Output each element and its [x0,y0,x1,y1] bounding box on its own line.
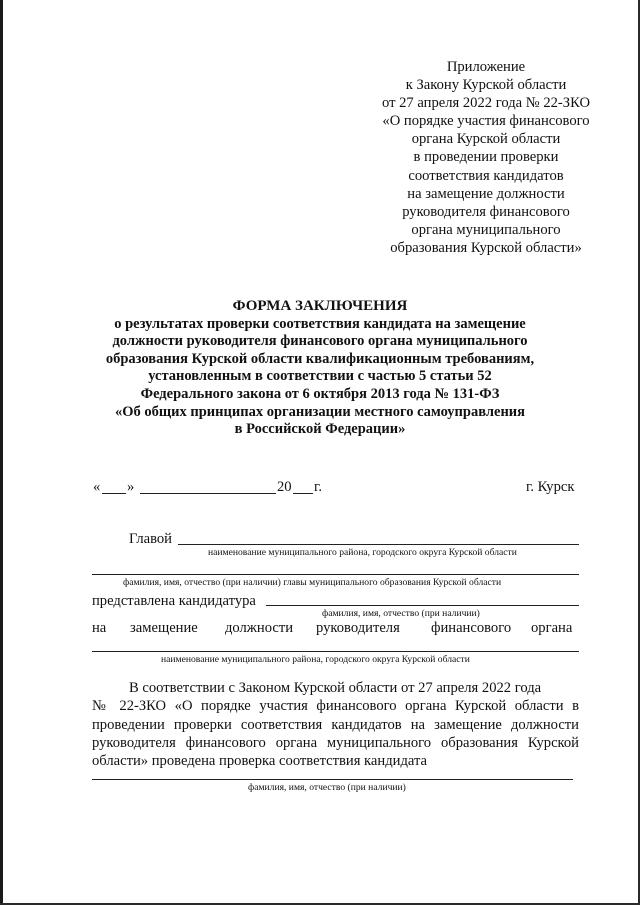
annex-line: органа Курской области [411,131,561,148]
annex-line: органа муниципального [411,221,561,238]
form-title-main: ФОРМА ЗАКЛЮЧЕНИЯ [232,298,408,314]
year-blank-line[interactable] [293,493,313,494]
position-word: органа [531,620,573,636]
head-municipality-hint: наименование муниципального района, городского округа Курской области [208,547,517,558]
form-title-line: «Об общих принципах организации местного самоуправления [115,403,525,420]
candidacy-label: представлена кандидатура [92,593,256,609]
date-close-quote: » [127,479,135,495]
annex-line: от 27 апреля 2022 года № 22-ЗКО [381,95,591,112]
municipality-line[interactable] [92,651,579,652]
checked-candidate-hint: фамилия, имя, отчество (при наличии) [248,782,406,793]
month-blank-line[interactable] [140,493,276,494]
paragraph-line: проведении проверки соответствия кандидатов на замещение должности [92,716,579,733]
position-word: должности [225,620,294,636]
form-title-line: Федерального закона от 6 октября 2013 года № 131-ФЗ [140,385,500,402]
year-suffix: г. [314,479,322,495]
date-row [93,479,581,499]
paragraph-line: области» проведена проверка соответствия кандидата [92,753,428,770]
date-open-quote: « [93,479,101,495]
annex-line: в проведении проверки [413,149,559,166]
head-label: Главой [129,531,172,547]
form-title-line: в Российской Федерации» [234,421,406,438]
position-word: руководителя [316,620,400,636]
form-title-line: установленным в соответствии с частью 5 статьи 52 [148,368,492,385]
form-title-line: образования Курской области квалификационным требованиям, [105,350,535,367]
form-title [60,298,580,439]
paragraph-line: В соответствии с Законом Курской области от 27 апреля 2022 года [129,680,542,696]
city-label: г. Курск [526,479,575,495]
annex-line: соответствия кандидатов [408,167,564,184]
paragraph-line: № 22-ЗКО «О порядке участия финансового органа Курской области в [92,698,579,715]
head-municipality-line[interactable] [178,544,579,545]
candidate-name-line[interactable] [266,605,579,606]
position-word: на [92,620,107,636]
position-row [92,620,579,640]
annex-line: образования Курской области» [390,239,582,256]
form-title-line: о результатах проверки соответствия кандидата на замещение [114,315,526,332]
position-word: финансового [431,620,512,636]
head-name-hint: фамилия, имя, отчество (при наличии) главы муниципального образования Курской области [123,577,502,588]
position-word: замещение [130,620,198,636]
candidate-name-hint: фамилия, имя, отчество (при наличии) [322,608,480,619]
annex-line: «О порядке участия финансового [382,113,590,130]
head-name-line[interactable] [92,574,579,575]
annex-line: на замещение должности [407,185,565,202]
form-title-line: должности руководителя финансового органа муниципального [112,333,528,350]
annex-line: Приложение [446,59,526,75]
checked-candidate-line[interactable] [92,779,573,780]
municipality-hint: наименование муниципального района, городского округа Курской области [161,654,470,665]
paragraph-line: руководителя финансового органа муниципального образования Курской [92,734,579,751]
year-prefix: 20 [277,479,292,495]
scan-border-left [0,0,3,905]
day-blank-line[interactable] [102,493,126,494]
body-paragraph [92,679,579,770]
annex-line: руководителя финансового [402,203,570,220]
annex-header [350,58,622,257]
annex-line: к Закону Курской области [405,77,567,94]
